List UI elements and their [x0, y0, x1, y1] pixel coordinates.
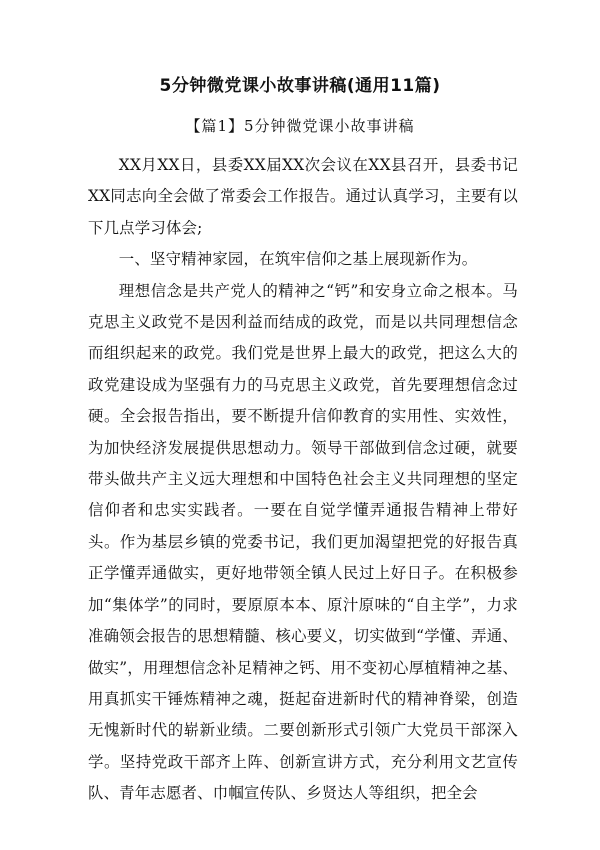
document-title: 5分钟微党课小故事讲稿(通用11篇) — [159, 76, 441, 96]
document-subtitle: 【篇1】5分钟微党课小故事讲稿 — [185, 117, 415, 135]
document-body — [88, 150, 518, 810]
paragraph-intro: XX月XX日，县委XX届XX次会议在XX县召开，县委书记XX同志向全会做了常委会工作报告。通过认真学习，主要有以下几点学习体会; — [88, 156, 518, 237]
paragraph-section-heading: 一、坚守精神家园，在筑牢信仰之基上展现新作为。 — [118, 250, 478, 269]
paragraph-main: 理想信念是共产党人的精神之“钙”和安身立命之根本。马克思主义政党不是因利益而结成的政党，而是以共同理想信念而组织起来的政党。我们党是世界上最大的政党，把这么大的政党建设成为坚强有力的马克思主义政党，首先要理想信念过硬。全会报告指出，要不断提升信仰教育的实用性、实效性，为加快经济发展提供思想动力。领导干部做到信念过硬，就要带头做共产主义远大理想和中国特色社会主义共同理想的坚定信仰者和忠实实践者。一要在自觉学懂弄通报告精神上带好头。作为基层乡镇的党委书记，我们更加渴望把党的好报告真正学懂弄通做实，更好地带领全镇人民过上好日子。在积极参加“集体学”的同时，要原原本本、原汁原味的“自主学”，力求准确领会报告的思想精髓、核心要义，切实做到“学懂、弄通、做实”，用理想信念补足精神之钙、用不变初心厚植精神之基、用真抓实干锤炼精神之魂，挺起奋进新时代的精神脊梁，创造无愧新时代的崭新业绩。二要创新形式引领广大党员干部深入学。坚持党政干部齐上阵、创新宣讲方式，充分利用文艺宣传队、青年志愿者、巾帼宣传队、乡贤达人等组织，把全会 — [88, 281, 518, 803]
